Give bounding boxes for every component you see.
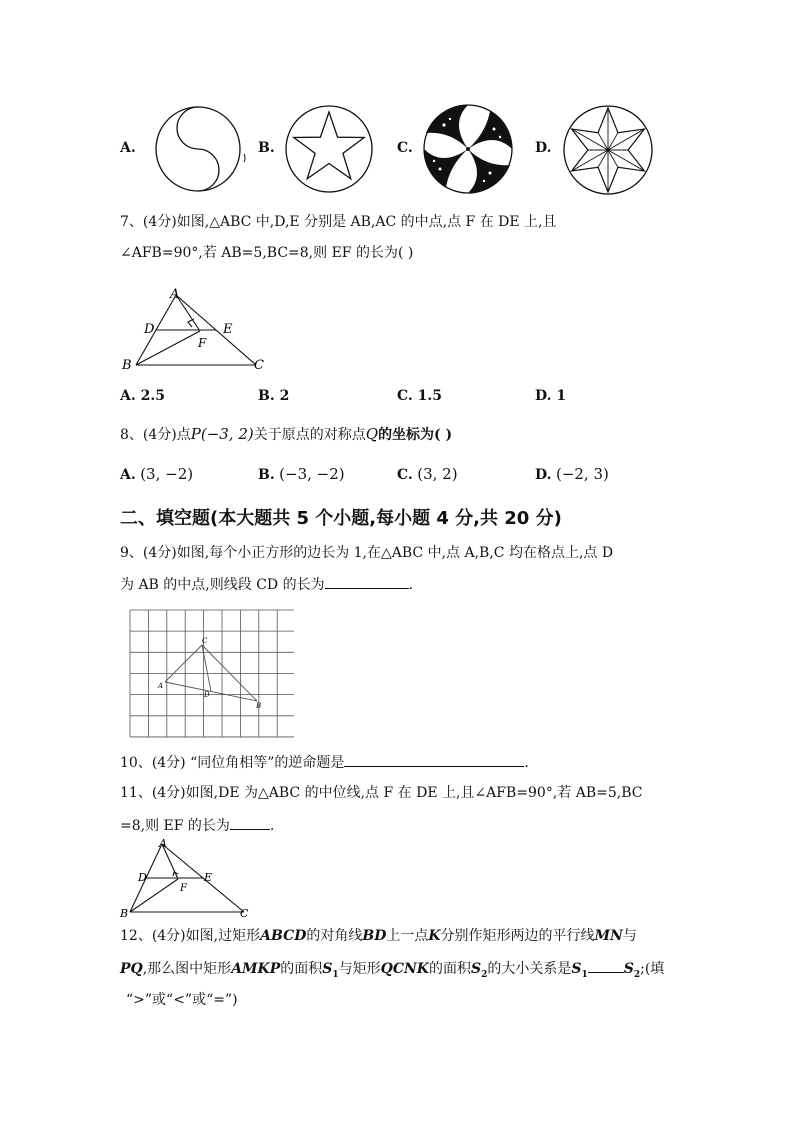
q7-label-e: E	[223, 322, 233, 337]
q7-label-f: F	[198, 336, 207, 350]
q10-answer-blank[interactable]	[344, 752, 524, 767]
q12-stem-line2: PQ,那么图中矩形AMKP的面积$S_1$与矩形QCNK的面积$S_2$的大小关系是$S_1$ $S_2$;(填	[120, 958, 664, 985]
q6-option-a-label: A.	[120, 140, 136, 156]
q11-stem-line2: =8,则 EF 的长为 .	[120, 815, 274, 836]
q12-stem-line1: 12、(4分)如图,过矩形ABCD的对角线BD上一点K分别作矩形两边的平行线MN与	[120, 928, 637, 944]
q11-label-b: B	[120, 907, 129, 920]
q7-label-c: C	[254, 358, 264, 373]
q9-label-c: C	[202, 637, 208, 645]
q12-answer-blank[interactable]	[588, 958, 624, 973]
q6-option-b-label: B.	[258, 140, 275, 156]
q11-label-f: F	[180, 883, 187, 894]
q9-stem-line2: 为 AB 的中点,则线段 CD 的长为 .	[120, 574, 413, 595]
q9-stem-line1: 9、(4分)如图,每个小正方形的边长为 1,在△ABC 中,点 A,B,C 均在格点上,点 D	[120, 545, 614, 561]
q6-option-c-label: C.	[397, 140, 413, 156]
q6-figure-a-yinyang	[148, 104, 248, 194]
q6-option-d-label: D.	[535, 140, 552, 156]
q7-stem-line1: 7、(4分)如图,△ABC 中,D,E 分别是 AB,AC 的中点,点 F 在 DE 上,且	[120, 214, 557, 230]
section-2-title: 二、填空题(本大题共 5 个小题,每小题 4 分,共 20 分)	[120, 508, 562, 529]
q7-label-a: A	[170, 287, 180, 302]
q11-label-a: A	[159, 837, 167, 850]
q11-answer-blank[interactable]	[230, 815, 270, 830]
q8-prefix: 8、(4分)点	[120, 427, 191, 443]
q7-label-d: D	[144, 322, 155, 337]
q8-option-a: A. (3, −2)	[120, 465, 194, 483]
q8-option-c: C. (3, 2)	[397, 465, 458, 483]
q8-q-label: Q	[365, 425, 379, 443]
q10-stem: 10、(4分) “同位角相等”的逆命题是 .	[120, 752, 529, 773]
q9-grid-figure	[128, 608, 294, 738]
q11-label-e: E	[204, 871, 213, 884]
q6-figure-b-star	[282, 104, 378, 194]
q7-option-c: C. 1.5	[397, 388, 443, 404]
q9-label-d: D	[204, 691, 210, 699]
q9-answer-blank[interactable]	[325, 574, 409, 589]
q7-triangle-figure	[118, 285, 278, 375]
q8-option-d: D. (−2, 3)	[535, 465, 609, 483]
q7-stem-line2: ∠AFB=90°,若 AB=5,BC=8,则 EF 的长为( )	[120, 245, 414, 261]
q7-option-d: D. 1	[535, 388, 567, 404]
q7-label-b: B	[122, 358, 132, 373]
q8-point: P(−3, 2)	[190, 425, 254, 443]
q11-label-d: D	[138, 871, 147, 884]
q12-stem-line3: “>”或“<”或“=”)	[126, 992, 238, 1008]
q8-stem	[120, 424, 452, 445]
q7-option-b: B. 2	[258, 388, 290, 404]
q6-figure-c-pinwheel	[420, 103, 516, 195]
q8-middle: 关于原点的对称点	[253, 427, 366, 443]
q11-stem-line1: 11、(4分)如图,DE 为△ABC 的中位线,点 F 在 DE 上,且∠AFB=90°,若 AB=5,BC	[120, 785, 643, 801]
q11-label-c: C	[240, 907, 249, 920]
q6-figure-d-hexagram	[560, 104, 656, 196]
q8-suffix: 的坐标为( )	[378, 427, 453, 443]
q11-triangle-figure	[118, 836, 258, 922]
q8-option-b: B. (−3, −2)	[258, 465, 345, 483]
q9-label-b: B	[256, 702, 262, 710]
q9-label-a: A	[158, 682, 164, 690]
q7-option-a: A. 2.5	[120, 388, 165, 404]
